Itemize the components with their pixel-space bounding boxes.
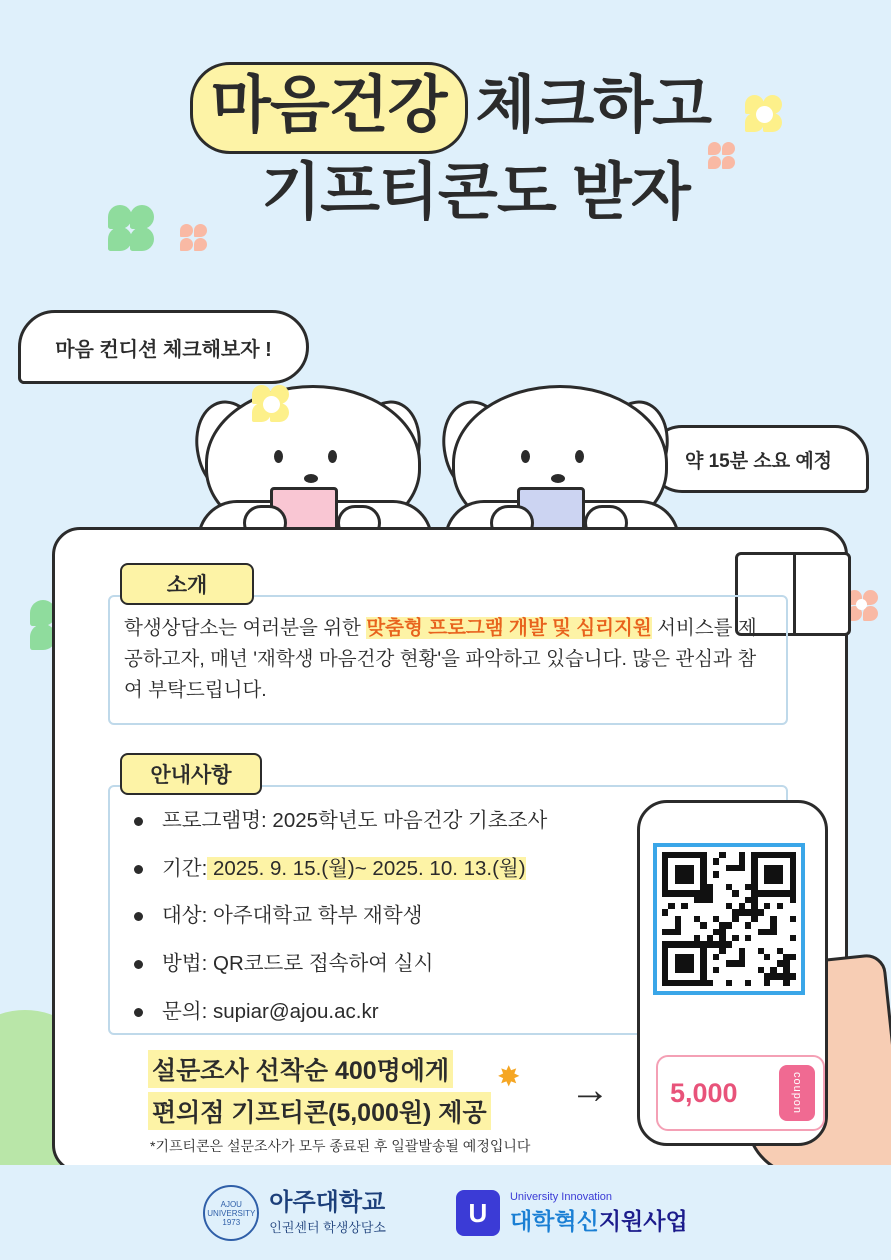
notice-value: 아주대학교 학부 재학생	[207, 904, 423, 928]
notice-value: QR코드로 접속하여 실시	[207, 952, 434, 976]
coupon-tag	[779, 1065, 815, 1121]
intro-section-tab	[120, 563, 254, 605]
notice-label: 프로그램명:	[162, 809, 267, 832]
speech-bubble-right-text: 약 15분 소요 예정	[684, 450, 833, 472]
dog-nose	[551, 474, 565, 483]
intro-text-after: 서비스를 제공하고자, 매년 '재학생 마음건강 현황'을 파악하고 있습니다. 많은 관심과 참여 부탁드립니다.	[124, 617, 757, 701]
promo-note: *기프티콘은 설문조사가 모두 종료된 후 일괄발송될 예정입니다	[150, 1138, 531, 1154]
intro-text	[124, 613, 774, 705]
ajou-seal-text: AJOU UNIVERSITY 1973	[207, 1199, 256, 1227]
notice-label: 방법:	[162, 952, 208, 976]
speech-bubble-left	[18, 310, 309, 384]
dog-eye	[328, 450, 337, 463]
notice-value: supiar@ajou.ac.kr	[207, 999, 379, 1023]
dog-nose	[304, 474, 318, 483]
dog-eye	[274, 450, 283, 463]
qr-code[interactable]	[653, 843, 805, 995]
ui-big-1: 대학혁신	[509, 1207, 599, 1234]
ui-big-2: 지원사업	[598, 1207, 688, 1234]
title-highlight: 마음건강	[190, 62, 468, 154]
dog-eye	[575, 450, 584, 463]
dog-eye	[521, 450, 530, 463]
flower-icon	[252, 385, 292, 425]
title-line1-rest: 체크하고	[475, 71, 712, 140]
intro-tab-label: 소개	[166, 574, 208, 597]
title-line2: 기프티콘도 받자	[261, 157, 690, 227]
notice-value: 2025학년도 마음건강 기초조사	[266, 809, 548, 832]
intro-text-before: 학생상담소는 여러분을 위한	[124, 617, 367, 639]
sparkle-icon: ✸	[497, 1061, 521, 1092]
notice-label: 대상:	[162, 904, 208, 928]
coupon-illustration	[656, 1055, 825, 1131]
university-innovation-logo	[456, 1190, 688, 1236]
speech-bubble-left-text: 마음 컨디션 체크해보자 !	[55, 338, 272, 361]
arrow-icon: →	[570, 1068, 610, 1112]
qr-code-grid	[662, 852, 796, 986]
notice-label: 문의:	[162, 999, 208, 1023]
ajou-logo	[203, 1185, 386, 1241]
promo-line-2: 편의점 기프티콘(5,000원) 제공	[148, 1092, 491, 1130]
ajou-seal-icon	[203, 1185, 259, 1241]
intro-text-mark: 맞춤형 프로그램 개발 및 심리지원	[366, 617, 652, 639]
speech-bubble-right	[648, 425, 869, 493]
poster-title	[0, 62, 891, 231]
ajou-name: 아주대학교	[269, 1189, 386, 1217]
promo-line-1: 설문조사 선착순 400명에게	[148, 1050, 453, 1088]
ui-small-text: University Innovation	[509, 1190, 613, 1203]
coupon-amount: 5,000	[670, 1077, 738, 1108]
ui-big-text	[510, 1203, 688, 1236]
notice-label: 기간:	[162, 856, 208, 880]
notice-section-tab	[120, 753, 262, 795]
flower-icon	[845, 588, 885, 628]
footer-logos	[0, 1185, 891, 1241]
notice-value: 2025. 9. 15.(월)~ 2025. 10. 13.(월)	[207, 856, 526, 880]
ajou-subname: 인권센터 학생상담소	[269, 1219, 386, 1235]
notice-tab-label: 안내사항	[150, 764, 232, 787]
ui-mark-icon: U	[456, 1190, 500, 1236]
coupon-tag-label: coupon	[791, 1071, 803, 1115]
